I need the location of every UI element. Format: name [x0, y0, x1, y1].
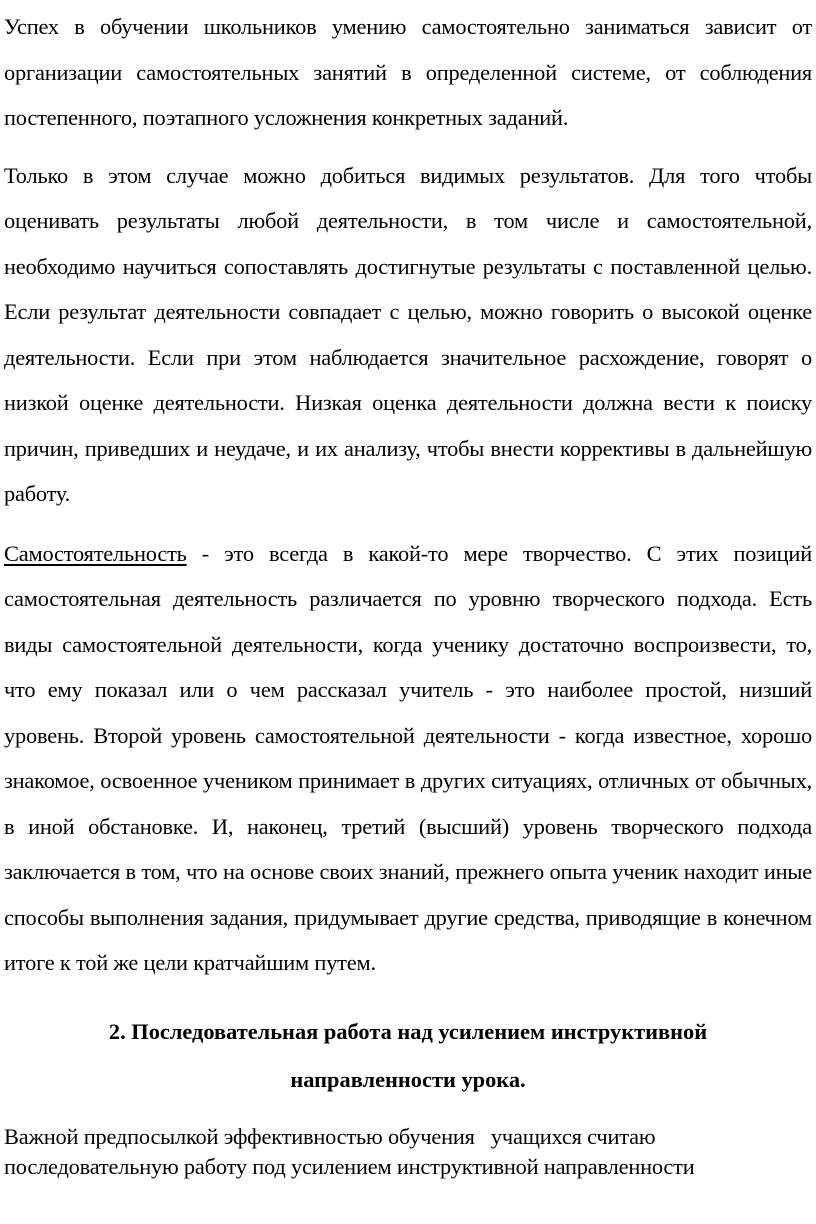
heading-line-1: 2. Последовательная работа над усилением инструктивной: [108, 1018, 708, 1044]
document-page: [4, 0, 812, 1182]
section-heading: [4, 1008, 812, 1104]
paragraph-evaluation: Только в этом случае можно добиться видимых результатов. Для того чтобы оценивать результаты любой деятельности, в том числе и самостоятельной, необходимо научиться сопоставлять достигнутые результаты с поставленной целью. Если результат деятельности совпадает с целью, можно говорить о высокой оценке деятельности. Если при этом наблюдается значительное расхождение, говорят о низкой оценке деятельности. Низкая оценка деятельности должна вести к поиску причин, приведших и неудаче, и их анализу, чтобы внести коррективы в дальнейшую работу.: [4, 162, 812, 506]
paragraph-text: - это всегда в какой-то мере творчество. С этих позиций самостоятельная деятельность различается по уровню творческого подхода. Есть виды самостоятельной деятельности, когда ученику достаточно воспроизвести, то, что ему показал или о чем рассказал учитель - это наиболее простой, низший уровень. Второй уровень самостоятельной деятельности - когда известное, хорошо знакомое, освоенное учеником принимает в других ситуациях, отличных от обычных, в иной обстановке. И, наконец, третий (высший) уровень творческого подхода заключается в том, что на основе своих знаний, прежнего опыта ученик находит иные способы выполнения задания, придумывает другие средства, приводящие в конечном итоге к той же цели кратчайшим путем.: [4, 540, 812, 975]
heading-line-2: направленности урока.: [290, 1066, 526, 1092]
paragraph-line-2: последовательную работу под усилением инструктивной направленности: [4, 1153, 695, 1179]
underlined-term: Самостоятельность: [4, 540, 187, 566]
paragraph-line-1: Важной предпосылкой эффективностью обучения учащихся считаю: [4, 1123, 656, 1149]
paragraph-organization: Успех в обучении школьников умению самостоятельно заниматься зависит от организации самостоятельных занятий в определенной системе, от соблюдения постепенного, поэтапного усложнения конкретных заданий.: [4, 14, 812, 130]
paragraph-independence-levels: [4, 531, 812, 986]
paragraph-instructive-work: [4, 1122, 804, 1182]
